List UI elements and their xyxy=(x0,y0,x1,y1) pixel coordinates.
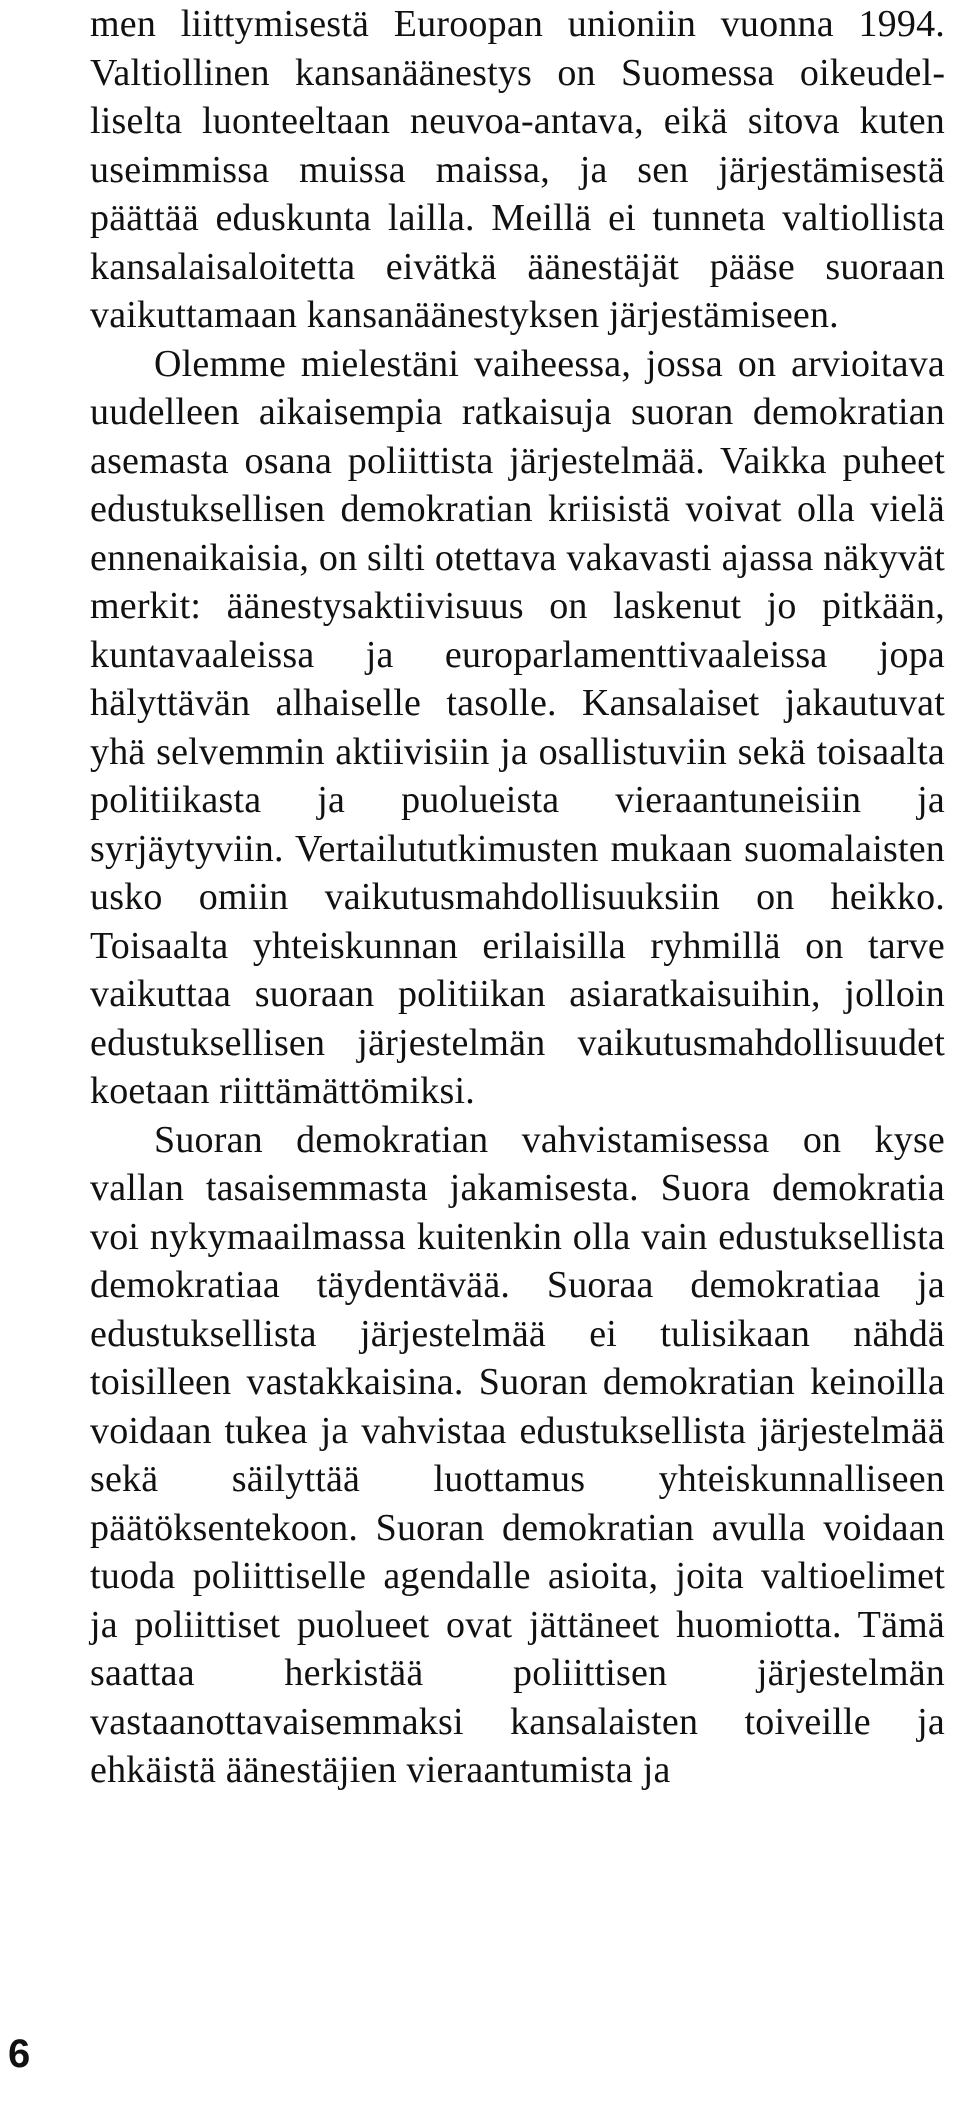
paragraph-3: Suoran demokratian vahvistamisessa on kyse vallan tasaisemmasta jakamisesta. Suora demokratia voi nykymaailmassa kuitenkin olla vain edustuksellista demokratiaa täydentävää. Suoraa demokratiaa ja edustuksellista järjestelmää ei tulisikaan nähdä toisilleen vastakkaisina. Suoran demokratian keinoilla voidaan tukea ja vahvistaa edustuksellista järjestelmää sekä säilyttää luottamus yhteiskunnalliseen päätöksentekoon. Suoran demokratian avulla voidaan tuoda poliittiselle agendalle asioita, joita valtioelimet ja poliittiset puolueet ovat jättäneet huomiotta. Tämä saattaa herkistää poliittisen järjestelmän vastaanottavaisemmaksi kansalaisten toiveille ja ehkäistä äänestäjien vieraantumista ja xyxy=(90,1118,945,1791)
paragraph-1: men liittymisestä Euroopan unioniin vuonna 1994. Valtiollinen kansanäänestys on Suomessa oikeudelliselta luonteeltaan neuvoa-antava, eikä sitova kuten useimmissa muissa maissa, ja sen järjestämisestä päättää eduskunta lailla. Meillä ei tunneta valtiollista kansalaisaloitetta eivätkä äänestäjät pääse suoraan vaikuttamaan kansanäänestyksen järjestämiseen. xyxy=(90,3,945,336)
page-number: 6 xyxy=(8,2032,31,2076)
paragraph-2: Olemme mielestäni vaiheessa, jossa on arvioitava uudelleen aikaisempia ratkaisuja suoran demokratian asemasta osana poliittista järjestelmää. Vaikka puheet edustuksellisen demokratian kriisistä voivat olla vielä ennenaikaisia, on silti otettava vakavasti ajassa näkyvät merkit: äänestysaktiivisuus on laskenut jo pitkään, kuntavaaleissa ja europarlamenttivaaleissa jopa hälyttävän alhaiselle tasolle. Kansalaiset jakautuvat yhä selvemmin aktiivisiin ja osallistuviin sekä toisaalta politiikasta ja puolueista vieraantuneisiin ja syrjäytyviin. Vertailututkimusten mukaan suomalaisten usko omiin vaikutusmahdollisuuksiin on heikko. Toisaalta yhteiskunnan erilaisilla ryhmillä on tarve vaikuttaa suoraan politiikan asiaratkaisuihin, jolloin edustuksellisen järjestelmän vaikutusmahdollisuudet koetaan riittämättömiksi. xyxy=(90,342,945,1112)
document-page xyxy=(90,0,945,1795)
